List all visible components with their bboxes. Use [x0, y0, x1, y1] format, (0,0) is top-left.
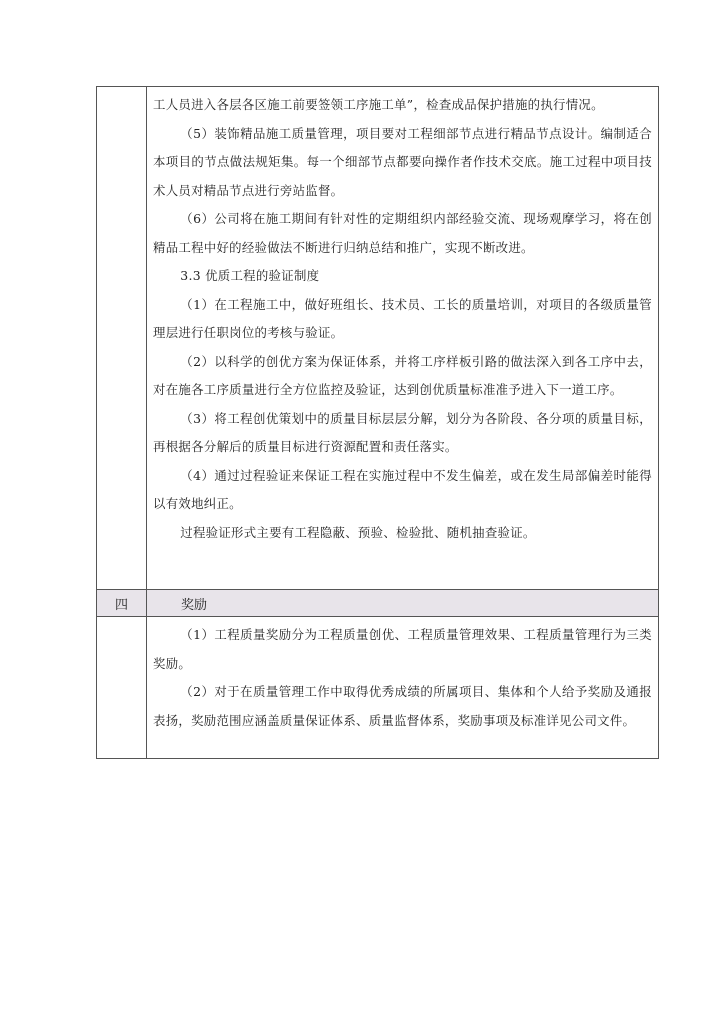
paragraph: 工人员进入各层各区施工前要签领工序施工单”，检查成品保护措施的执行情况。: [153, 97, 604, 112]
paragraph: （4）通过过程验证来保证工程在实施过程中不发生偏差，或在发生局部偏差时能得以有效地纠正。: [153, 467, 652, 511]
subsection-heading: 3.3 优质工程的验证制度: [180, 268, 320, 283]
paragraph: （5）装饰精品施工质量管理，项目要对工程细部节点进行精品节点设计。编制适合本项目的节点做法规矩集。每一个细部节点都要向操作者作技术交底。施工过程中项目技术人员对精品节点进行旁站监督。: [153, 125, 652, 198]
section-four-row: [97, 617, 659, 759]
section-four-title: 奖励: [147, 590, 659, 617]
paragraph: （6）公司将在施工期间有针对性的定期组织内部经验交流、现场观摩学习，将在创精品工程中好的经验做法不断进行归纳总结和推广，实现不断改进。: [153, 211, 652, 255]
section-four-content-cell: [147, 617, 659, 759]
section-three-content-cell: [147, 87, 659, 590]
section-four-number: 四: [97, 590, 147, 617]
section-three-number-cell: [97, 87, 147, 590]
paragraph: 过程验证形式主要有工程隐蔽、预验、检验批、随机抽查验证。: [180, 524, 536, 540]
content-table: [96, 86, 659, 759]
section-four-number-cell: [97, 617, 147, 759]
section-three-row: [97, 87, 659, 590]
paragraph: （1）工程质量奖励分为工程质量创优、工程质量管理效果、工程质量管理行为三类奖励。: [153, 627, 652, 671]
paragraph: （1）在工程施工中，做好班组长、技术员、工长的质量培训，对项目的各级质量管理层进行任职岗位的考核与验证。: [153, 296, 652, 340]
section-four-header-row: [97, 590, 659, 617]
paragraph: （2）对于在质量管理工作中取得优秀成绩的所属项目、集体和个人给予奖励及通报表扬，奖励范围应涵盖质量保证体系、质量监督体系，奖励事项及标准详见公司文件。: [153, 684, 652, 728]
section-three-content: [147, 87, 658, 589]
paragraph: （3）将工程创优策划中的质量目标层层分解，划分为各阶段、各分项的质量目标，再根据各分解后的质量目标进行资源配置和责任落实。: [153, 410, 652, 454]
paragraph: （2）以科学的创优方案为保证体系，并将工序样板引路的做法深入到各工序中去，对在施各工序质量进行全方位监控及验证，达到创优质量标准准予进入下一道工序。: [153, 353, 652, 397]
section-four-content: [147, 617, 658, 758]
